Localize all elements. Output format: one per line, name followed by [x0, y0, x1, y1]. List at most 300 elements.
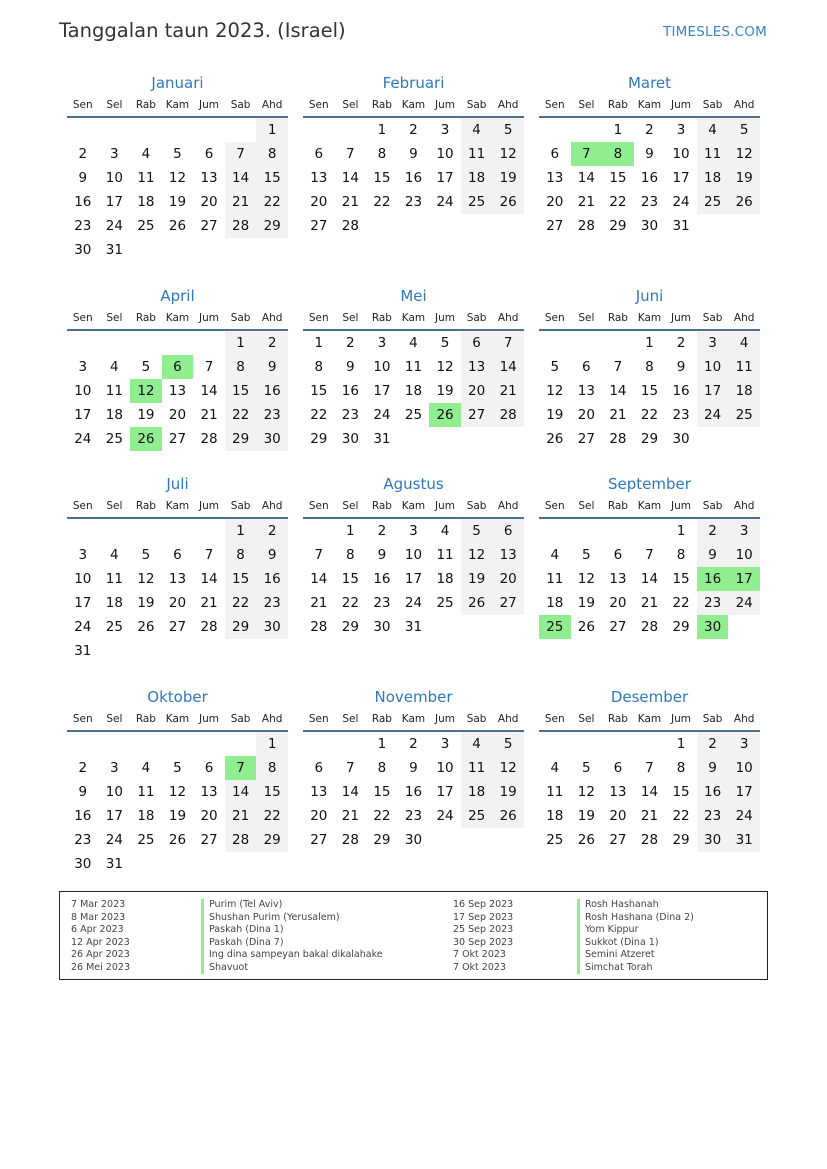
weekday-label: Sab	[466, 312, 487, 324]
day-cell: 26	[461, 591, 493, 615]
day-cell: 14	[640, 784, 659, 800]
weekday-label: Ahd	[733, 312, 755, 324]
day-cell: 23	[373, 595, 391, 611]
day-cell: 10	[436, 146, 454, 162]
day-cell: 5	[728, 118, 760, 142]
day-cell: 15	[225, 567, 257, 591]
holiday-date: 25 Sep 2023	[453, 924, 514, 935]
day-cell: 22	[373, 194, 391, 210]
holiday-date: 16 Sep 2023	[453, 899, 514, 910]
day-cell: 26	[137, 619, 155, 635]
day-cell: 17	[373, 383, 391, 399]
day-cell: 22	[310, 407, 328, 423]
holiday-name: Shavuot	[201, 962, 383, 975]
day-cell: 24	[74, 619, 92, 635]
day-grid	[67, 519, 288, 663]
day-cell: 25	[697, 190, 729, 214]
day-cell: 27	[310, 832, 328, 848]
day-cell: 7	[346, 146, 355, 162]
empty-cell	[398, 214, 430, 238]
day-cell: 15	[310, 383, 328, 399]
empty-cell	[492, 214, 524, 238]
weekday-label: Kam	[401, 312, 426, 324]
weekday-label: Sel	[106, 500, 123, 512]
day-cell: 11	[461, 756, 493, 780]
day-cell: 2	[676, 335, 686, 351]
day-cell: 24	[672, 194, 690, 210]
day-cell: 2	[256, 519, 288, 543]
weekday-label: Sel	[106, 713, 123, 725]
day-cell: 29	[225, 615, 257, 639]
empty-cell	[67, 519, 99, 543]
weekday-label: Kam	[165, 713, 190, 725]
day-cell: 12	[577, 571, 595, 587]
day-cell: 29	[310, 431, 328, 447]
day-cell: 16	[373, 571, 391, 587]
day-cell: 14	[310, 571, 328, 587]
empty-cell	[193, 852, 225, 876]
day-cell: 12	[492, 756, 524, 780]
day-cell: 3	[409, 523, 418, 539]
day-cell: 19	[492, 780, 524, 804]
day-cell: 18	[728, 379, 760, 403]
empty-cell	[303, 519, 335, 543]
weekday-label: Sab	[702, 713, 723, 725]
weekday-label: Rab	[135, 312, 156, 324]
day-cell: 25	[105, 619, 123, 635]
empty-cell	[225, 238, 257, 262]
day-cell: 10	[436, 760, 454, 776]
day-cell: 3	[78, 547, 88, 563]
day-cell: 16	[404, 170, 423, 186]
day-cell: 2	[78, 760, 88, 776]
day-cell: 26	[130, 427, 162, 451]
day-cell: 28	[640, 832, 659, 848]
weekday-label: Sen	[544, 312, 565, 324]
empty-cell	[602, 732, 634, 756]
day-cell: 27	[310, 218, 328, 234]
empty-cell	[429, 214, 461, 238]
day-cell: 6	[204, 760, 214, 776]
day-cell: 9	[697, 756, 729, 780]
holiday-date: 7 Okt 2023	[453, 961, 506, 973]
day-cell: 20	[609, 808, 627, 824]
day-cell: 20	[609, 595, 627, 611]
day-cell: 3	[440, 122, 450, 138]
weekday-label: Kam	[165, 312, 190, 324]
day-grid	[539, 118, 760, 238]
day-cell: 16	[640, 170, 659, 186]
weekday-label: Jum	[671, 713, 692, 725]
day-cell: 12	[436, 359, 454, 375]
day-cell: 8	[256, 756, 288, 780]
day-cell: 17	[728, 567, 760, 591]
day-cell: 4	[728, 331, 760, 355]
day-grid	[67, 732, 288, 876]
day-cell: 18	[546, 595, 564, 611]
day-cell: 24	[373, 407, 391, 423]
weekday-header	[303, 94, 524, 118]
day-cell: 13	[310, 170, 328, 186]
day-cell: 24	[697, 403, 729, 427]
day-cell: 1	[256, 118, 288, 142]
day-cell: 21	[609, 407, 627, 423]
empty-cell	[539, 331, 571, 355]
holiday-name: Rosh Hashana (Dina 2)	[577, 912, 694, 925]
day-grid	[67, 118, 288, 262]
day-cell: 17	[697, 379, 729, 403]
empty-cell	[697, 214, 729, 238]
day-cell: 25	[436, 595, 454, 611]
weekday-header	[67, 495, 288, 519]
weekday-header	[67, 94, 288, 118]
empty-cell	[461, 427, 493, 451]
day-cell: 18	[461, 780, 493, 804]
weekday-label: Ahd	[497, 99, 519, 111]
day-cell: 5	[582, 547, 591, 563]
day-cell: 17	[436, 784, 454, 800]
day-cell: 2	[377, 523, 387, 539]
day-cell: 6	[204, 146, 214, 162]
day-cell: 3	[697, 331, 729, 355]
day-cell: 22	[225, 403, 257, 427]
empty-cell	[539, 519, 571, 543]
empty-cell	[303, 118, 335, 142]
day-cell: 10	[697, 355, 729, 379]
day-cell: 11	[137, 784, 155, 800]
empty-cell	[67, 331, 99, 355]
day-cell: 7	[346, 760, 355, 776]
brand-link[interactable]: TIMESLES.COM	[663, 24, 767, 40]
day-cell: 15	[672, 571, 690, 587]
day-cell: 27	[200, 832, 218, 848]
weekday-label: Sab	[702, 500, 723, 512]
day-grid	[303, 331, 524, 451]
day-cell: 27	[168, 431, 187, 447]
weekday-label: Rab	[371, 713, 392, 725]
empty-cell	[99, 732, 131, 756]
empty-cell	[429, 828, 461, 852]
day-cell: 25	[461, 804, 493, 828]
empty-cell	[193, 732, 225, 756]
day-cell: 19	[436, 383, 454, 399]
day-cell: 17	[74, 407, 92, 423]
weekday-label: Sab	[466, 99, 487, 111]
day-cell: 13	[577, 383, 595, 399]
weekday-label: Ahd	[733, 99, 755, 111]
day-cell: 22	[341, 595, 359, 611]
day-cell: 25	[539, 615, 571, 639]
weekday-header	[303, 708, 524, 732]
weekday-label: Ahd	[497, 500, 519, 512]
day-cell: 13	[461, 355, 493, 379]
empty-cell	[492, 427, 524, 451]
day-cell: 24	[728, 591, 760, 615]
day-cell: 8	[377, 760, 387, 776]
day-cell: 19	[492, 166, 524, 190]
day-cell: 6	[162, 355, 194, 379]
page-title: Tanggalan taun 2023. (Israel)	[59, 19, 346, 42]
day-cell: 4	[110, 359, 119, 375]
day-cell: 1	[613, 122, 623, 138]
day-cell: 4	[141, 760, 151, 776]
empty-cell	[162, 238, 194, 262]
empty-cell	[193, 639, 225, 663]
day-cell: 30	[256, 615, 288, 639]
day-cell: 27	[200, 218, 218, 234]
day-cell: 13	[200, 170, 218, 186]
day-cell: 29	[225, 427, 257, 451]
day-cell: 20	[168, 407, 187, 423]
holiday-date: 8 Mar 2023	[71, 911, 126, 923]
day-cell: 18	[546, 808, 564, 824]
day-cell: 17	[728, 780, 760, 804]
day-cell: 7	[492, 331, 524, 355]
weekday-label: Rab	[607, 99, 628, 111]
weekday-header	[539, 708, 760, 732]
day-cell: 18	[137, 194, 155, 210]
day-cell: 15	[609, 170, 627, 186]
day-cell: 30	[640, 218, 659, 234]
empty-cell	[429, 615, 461, 639]
holiday-name: Yom Kippur	[577, 924, 694, 937]
day-cell: 16	[256, 567, 288, 591]
day-cell: 20	[200, 194, 218, 210]
day-cell: 19	[137, 595, 155, 611]
holiday-date: 26 Mei 2023	[71, 961, 130, 973]
day-cell: 26	[492, 190, 524, 214]
day-cell: 16	[697, 780, 729, 804]
weekday-label: Jum	[435, 99, 456, 111]
weekday-label: Rab	[135, 713, 156, 725]
empty-cell	[634, 519, 666, 543]
empty-cell	[602, 331, 634, 355]
empty-cell	[67, 118, 99, 142]
day-cell: 27	[609, 619, 627, 635]
day-cell: 11	[461, 142, 493, 166]
day-cell: 24	[404, 595, 423, 611]
day-cell: 12	[130, 379, 162, 403]
day-cell: 25	[461, 190, 493, 214]
day-cell: 13	[609, 571, 627, 587]
day-cell: 29	[341, 619, 359, 635]
day-cell: 30	[697, 615, 729, 639]
day-cell: 22	[256, 190, 288, 214]
day-cell: 13	[310, 784, 328, 800]
day-cell: 24	[105, 218, 123, 234]
day-cell: 18	[697, 166, 729, 190]
day-cell: 12	[461, 543, 493, 567]
day-cell: 12	[168, 784, 187, 800]
empty-cell	[225, 852, 257, 876]
empty-cell	[162, 852, 194, 876]
day-cell: 20	[168, 595, 187, 611]
weekday-label: Sab	[702, 99, 723, 111]
day-cell: 18	[461, 166, 493, 190]
empty-cell	[193, 238, 225, 262]
month-januari	[67, 72, 288, 262]
weekday-label: Sab	[466, 713, 487, 725]
day-cell: 23	[341, 407, 359, 423]
holiday-name: Shushan Purim (Yerusalem)	[201, 912, 383, 925]
day-cell: 27	[546, 218, 564, 234]
day-cell: 1	[256, 732, 288, 756]
day-cell: 19	[577, 808, 595, 824]
weekday-label: Ahd	[497, 713, 519, 725]
day-cell: 12	[168, 170, 187, 186]
month-juni	[539, 285, 760, 451]
day-cell: 23	[404, 808, 423, 824]
day-cell: 2	[346, 335, 355, 351]
day-cell: 23	[697, 591, 729, 615]
month-mei	[303, 285, 524, 451]
weekday-label: Sen	[72, 713, 93, 725]
empty-cell	[728, 427, 760, 451]
day-cell: 20	[200, 808, 218, 824]
day-cell: 2	[409, 736, 418, 752]
weekday-label: Jum	[435, 713, 456, 725]
day-cell: 1	[377, 736, 387, 752]
weekday-header	[539, 94, 760, 118]
day-cell: 2	[645, 122, 654, 138]
day-cell: 23	[74, 218, 92, 234]
day-cell: 20	[310, 808, 328, 824]
weekday-label: Kam	[401, 500, 426, 512]
day-cell: 30	[341, 431, 359, 447]
weekday-label: Ahd	[261, 99, 283, 111]
day-cell: 22	[373, 808, 391, 824]
day-cell: 18	[404, 383, 423, 399]
day-cell: 12	[546, 383, 564, 399]
day-cell: 16	[404, 784, 423, 800]
day-cell: 10	[672, 146, 690, 162]
day-cell: 9	[377, 547, 387, 563]
empty-cell	[130, 118, 162, 142]
day-cell: 30	[404, 832, 423, 848]
day-cell: 28	[310, 619, 328, 635]
day-cell: 13	[200, 784, 218, 800]
month-oktober	[67, 686, 288, 876]
day-cell: 28	[640, 619, 659, 635]
day-cell: 2	[78, 146, 88, 162]
day-cell: 17	[672, 170, 690, 186]
day-cell: 21	[200, 407, 218, 423]
weekday-label: Ahd	[261, 500, 283, 512]
month-september	[539, 473, 760, 639]
day-cell: 7	[225, 142, 257, 166]
day-cell: 4	[461, 732, 493, 756]
day-cell: 4	[461, 118, 493, 142]
day-cell: 20	[310, 194, 328, 210]
day-cell: 7	[613, 359, 623, 375]
holiday-name: Sukkot (Dina 1)	[577, 937, 694, 950]
day-cell: 14	[225, 166, 257, 190]
day-cell: 21	[577, 194, 595, 210]
weekday-label: Sel	[578, 99, 595, 111]
weekday-label: Kam	[165, 99, 190, 111]
empty-cell	[162, 732, 194, 756]
month-februari	[303, 72, 524, 238]
day-cell: 21	[640, 808, 659, 824]
empty-cell	[634, 732, 666, 756]
day-cell: 8	[225, 355, 257, 379]
holiday-name: Paskah (Dina 7)	[201, 937, 383, 950]
weekday-label: Sen	[308, 500, 329, 512]
empty-cell	[398, 427, 430, 451]
holiday-name: Paskah (Dina 1)	[201, 924, 383, 937]
weekday-header	[303, 307, 524, 331]
day-cell: 15	[373, 170, 391, 186]
weekday-label: Sen	[72, 312, 93, 324]
weekday-label: Rab	[371, 99, 392, 111]
month-november	[303, 686, 524, 852]
weekday-label: Jum	[671, 99, 692, 111]
weekday-label: Sab	[230, 99, 251, 111]
day-cell: 25	[404, 407, 423, 423]
day-cell: 28	[200, 619, 218, 635]
month-name: September	[608, 475, 691, 493]
day-cell: 14	[225, 780, 257, 804]
holiday-dates-right	[453, 899, 513, 974]
empty-cell	[256, 852, 288, 876]
day-cell: 25	[137, 218, 155, 234]
empty-cell	[130, 238, 162, 262]
day-cell: 11	[436, 547, 454, 563]
day-cell: 4	[550, 547, 560, 563]
day-cell: 29	[672, 832, 690, 848]
day-cell: 11	[728, 355, 760, 379]
day-cell: 4	[409, 335, 418, 351]
month-juli	[67, 473, 288, 663]
day-grid	[539, 732, 760, 852]
day-grid	[539, 519, 760, 639]
empty-cell	[256, 639, 288, 663]
day-cell: 14	[640, 571, 659, 587]
day-cell: 23	[74, 832, 92, 848]
day-cell: 13	[492, 543, 524, 567]
day-cell: 31	[105, 242, 123, 258]
day-cell: 30	[697, 828, 729, 852]
weekday-label: Kam	[401, 99, 426, 111]
day-cell: 17	[105, 808, 123, 824]
empty-cell	[429, 427, 461, 451]
day-cell: 17	[436, 170, 454, 186]
month-name: Maret	[627, 74, 672, 92]
day-cell: 6	[314, 760, 324, 776]
day-cell: 1	[676, 736, 686, 752]
empty-cell	[366, 214, 398, 238]
empty-cell	[492, 828, 524, 852]
holiday-names-right	[577, 899, 694, 974]
day-cell: 11	[105, 383, 123, 399]
day-cell: 3	[728, 732, 760, 756]
day-cell: 2	[697, 732, 729, 756]
day-cell: 30	[672, 431, 690, 447]
day-cell: 16	[341, 383, 359, 399]
weekday-label: Jum	[199, 99, 220, 111]
day-cell: 18	[436, 571, 454, 587]
day-cell: 7	[645, 760, 654, 776]
day-cell: 1	[676, 523, 686, 539]
day-cell: 24	[105, 832, 123, 848]
day-cell: 4	[550, 760, 560, 776]
day-cell: 28	[225, 214, 257, 238]
day-cell: 23	[697, 804, 729, 828]
day-cell: 29	[609, 218, 627, 234]
day-cell: 10	[728, 543, 760, 567]
day-cell: 12	[728, 142, 760, 166]
weekday-header	[67, 708, 288, 732]
